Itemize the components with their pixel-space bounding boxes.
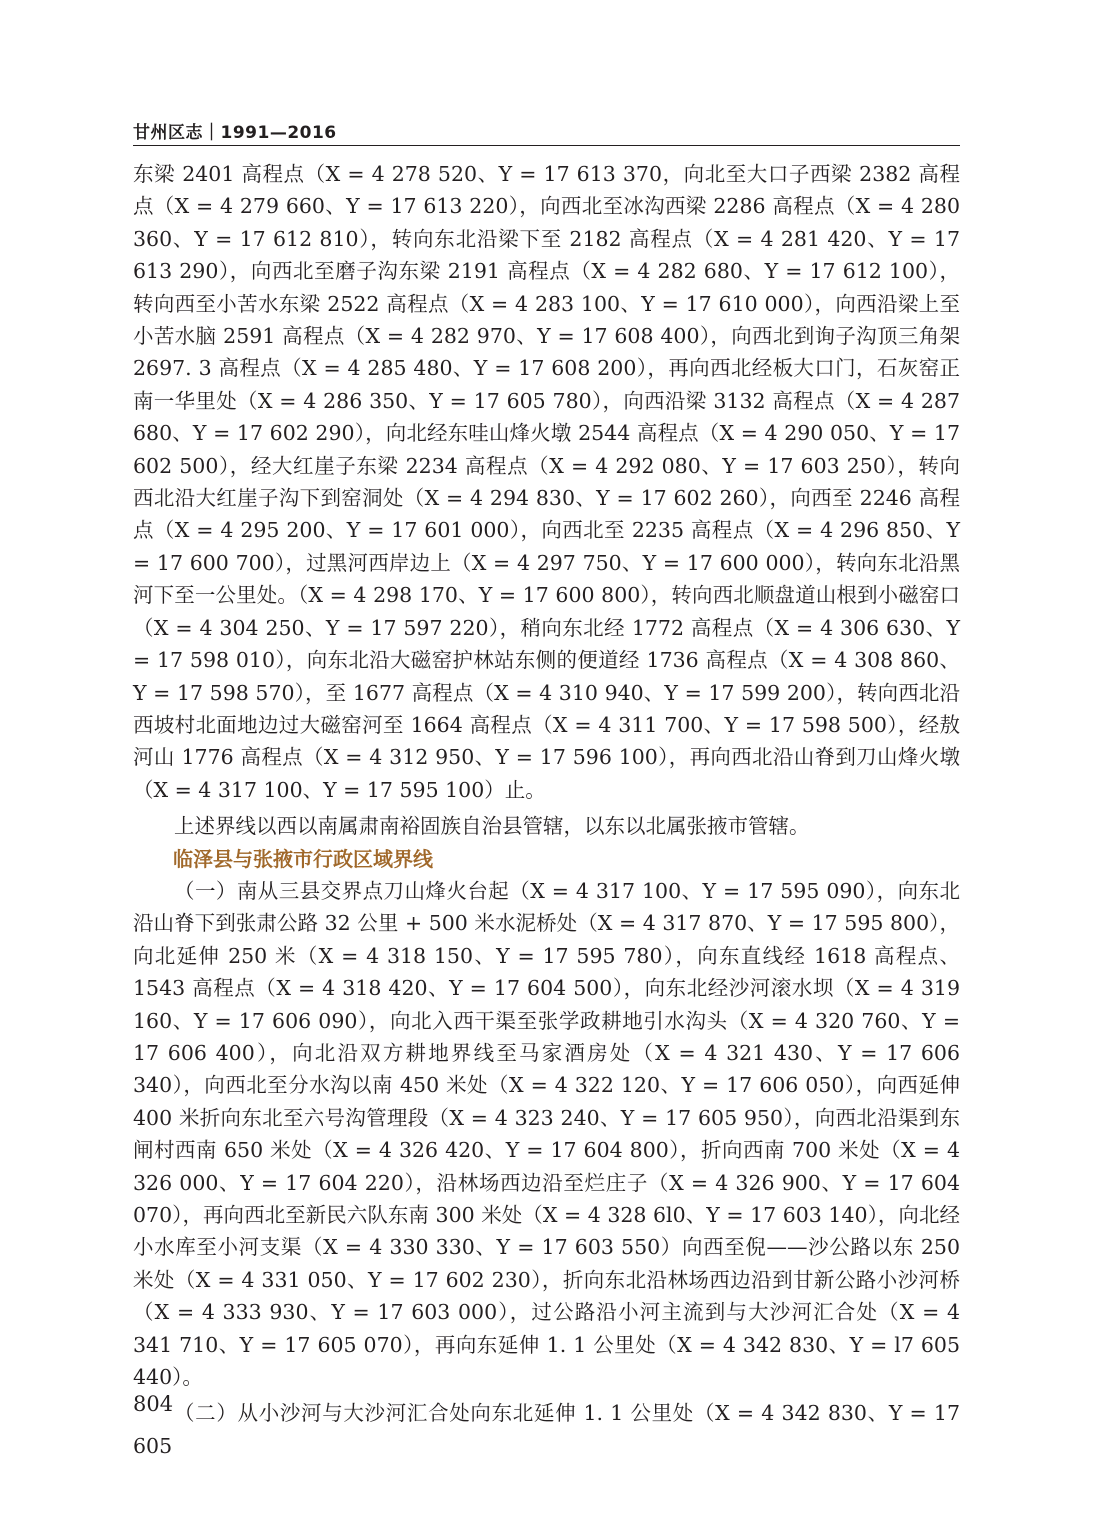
page-number: 804	[133, 1392, 174, 1416]
page-body	[133, 158, 960, 1462]
header-rule	[133, 145, 960, 146]
jurisdiction-summary: 上述界线以西以南属肃南裕固族自治县管辖，以东以北属张掖市管辖。	[174, 814, 810, 839]
boundary-description-continued: 东梁 2401 高程点（X = 4 278 520、Y = 17 613 370，向北至大口子西梁 2382 高程点（X = 4 279 660、Y = 17 613 220），向西北至冰沟西梁 2286 高程点（X = 4 280 360、Y = 17 612 810），转向东北沿梁下至 2182 高程点（X = 4 281 420、Y = 17 613 290），向西北至磨子沟东梁 2191 高程点（X = 4 282 680、Y = 17 612 100），转向西至小苦水东梁 2522 高程点（X = 4 283 100、Y = 17 610 000），向西沿梁上至小苦水脑 2591 高程点（X = 4 282 970、Y = 17 608 400），向西北到询子沟顶三角架 2697. 3 高程点（X = 4 285 480、Y = 17 608 200），再向西北经板大口门，石灰窑正南一华里处（X = 4 286 350、Y = 17 605 780），向西沿梁 3132 高程点（X = 4 287 680、Y = 17 602 290），向北经东哇山烽火墩 2544 高程点（X = 4 290 050、Y = 17 602 500），经大红崖子东梁 2234 高程点（X = 4 292 080、Y = 17 603 250），转向西北沿大红崖子沟下到窑洞处（X = 4 294 830、Y = 17 602 260），向西至 2246 高程点（X = 4 295 200、Y = 17 601 000），向西北至 2235 高程点（X = 4 296 850、Y = 17 600 700），过黑河西岸边上（X = 4 297 750、Y = 17 600 000），转向东北沿黑河下至一公里处。（X = 4 298 170、Y = 17 600 800），转向西北顺盘道山根到小磁窑口（X = 4 304 250、Y = 17 597 220），稍向东北经 1772 高程点（X = 4 306 630、Y = 17 598 010），向东北沿大磁窑护林站东侧的便道经 1736 高程点（X = 4 308 860、Y = 17 598 570），至 1677 高程点（X = 4 310 940、Y = 17 599 200），转向西北沿西坡村北面地边过大磁窑河至 1664 高程点（X = 4 311 700、Y = 17 598 500），经敖河山 1776 高程点（X = 4 312 950、Y = 17 596 100），再向西北沿山脊到刀山烽火墩（X = 4 317 100、Y = 17 595 100）止。	[133, 162, 960, 802]
boundary-part-two: （二）从小沙河与大沙河汇合处向东北延伸 1. 1 公里处（X = 4 342 830、Y = 17 605	[133, 1401, 960, 1458]
section-heading: 临泽县与张掖市行政区域界线	[173, 846, 433, 871]
boundary-part-one: （一）南从三县交界点刀山烽火台起（X = 4 317 100、Y = 17 595 090），向东北沿山脊下到张肃公路 32 公里 + 500 米水泥桥处（X = 4 317 870、Y = 17 595 800），向北延伸 250 米（X = 4 318 150、Y = 17 595 780），向东直线经 1618 高程点、1543 高程点（X = 4 318 420、Y = 17 604 500），向东北经沙河滚水坝（X = 4 319 160、Y = 17 606 090），向北入西干渠至张学政耕地引水沟头（X = 4 320 760、Y = 17 606 400），向北沿双方耕地界线至马家酒房处（X = 4 321 430、Y = 17 606 340），向西北至分水沟以南 450 米处（X = 4 322 120、Y = 17 606 050），向西延伸 400 米折向东北至六号沟管理段（X = 4 323 240、Y = 17 605 950），向西北沿渠到东闸村西南 650 米处（X = 4 326 420、Y = 17 604 800），折向西南 700 米处（X = 4 326 000、Y = 17 604 220），沿林场西边沿至烂庄子（X = 4 326 900、Y = 17 604 070），再向西北至新民六队东南 300 米处（X = 4 328 6l0、Y = 17 603 140），向北经小水库至小河支渠（X = 4 330 330、Y = 17 603 550）向西至倪——沙公路以东 250 米处（X = 4 331 050、Y = 17 602 230），折向东北沿林场西边沿到甘新公路小沙河桥（X = 4 333 930、Y = 17 603 000），过公路沿小河主流到与大沙河汇合处（X = 4 341 710、Y = 17 605 070），再向东延伸 1. 1 公里处（X = 4 342 830、Y = l7 605 440）。	[133, 878, 960, 1390]
running-header: 甘州区志｜1991—2016	[133, 123, 337, 143]
